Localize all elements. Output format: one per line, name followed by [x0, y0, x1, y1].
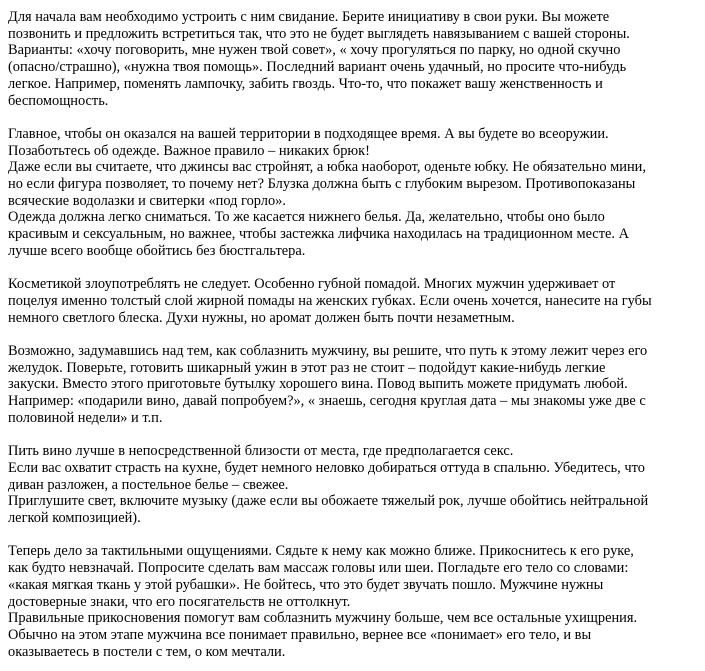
text-line: поцелуя именно толстый слой жирной помады на женских губках. Если очень хочется, нанесите на губы [8, 292, 652, 309]
text-line: немного светлого блеска. Духи нужны, но аромат должен быть почти незаметным. [8, 309, 515, 326]
text-line: Даже если вы считаете, что джинсы вас стройнят, а юбка наоборот, оденьте юбку. Не обязательно мини, [8, 159, 646, 176]
paragraph-5 [8, 443, 705, 527]
text-line: достоверные знаки, что его посягательств не оттолкнут. [8, 593, 351, 610]
text-line: закуски. Вместо этого приготовьте бутылку хорошего вина. Повод выпить можете придумать любой. [8, 376, 628, 393]
text-line: (опасно/страшно), «нужна твоя помощь». Последний вариант очень удачный, но просите что-нибудь [8, 59, 627, 76]
text-line: оказываетесь в постели с тем, о ком мечтали. [8, 643, 286, 660]
text-line: Одежда должна легко сниматься. То же касается нижнего белья. Да, желательно, чтобы оно было [8, 209, 605, 226]
paragraph-2 [8, 126, 705, 260]
text-line: Правильные прикосновения помогут вам соблазнить мужчину больше, чем все остальные ухищрения. [8, 610, 638, 627]
text-line: Косметикой злоупотреблять не следует. Особенно губной помадой. Многих мужчин удерживает от [8, 276, 616, 293]
text-line: Например: «подарили вино, давай попробуем?», « знаешь, сегодня круглая дата – мы знакомы уже две с [8, 393, 646, 410]
text-line: Если вас охватит страсть на кухне, будет немного неловко добираться оттуда в спальню. Убедитесь, что [8, 459, 645, 476]
text-line: всяческие водолазки и свитерки «под горло». [8, 192, 286, 209]
text-line: желудок. Поверьте, готовить шикарный ужин в этот раз не стоит – подойдут какие-нибудь легкие [8, 359, 606, 376]
paragraph-1 [8, 9, 705, 109]
text-line: легкое. Например, поменять лампочку, забить гвоздь. Что-то, что покажет вашу женственность и [8, 75, 603, 92]
text-line: Приглушите свет, включите музыку (даже если вы обожаете тяжелый рок, лучше обойтись нейтральной [8, 493, 649, 510]
paragraph-4 [8, 343, 705, 427]
text-line: Для начала вам необходимо устроить с ним свидание. Берите инициативу в свои руки. Вы можете [8, 9, 610, 25]
text-line: Возможно, задумавшись над тем, как соблазнить мужчину, вы решите, что путь к этому лежит через его [8, 343, 648, 360]
text-line: Пить вино лучше в непосредственной близости от места, где предполагается секс. [8, 443, 514, 460]
text-line: Позаботьтесь об одежде. Важное правило – никаких брюк! [8, 142, 370, 159]
text-line: красивым и сексуальным, но важнее, чтобы застежка лифчика находилась на традиционном месте. А [8, 226, 629, 243]
text-line: беспомощность. [8, 92, 109, 109]
text-line: позвонить и предложить встретиться так, что это не будет выглядеть навязыванием с вашей стороны. [8, 25, 630, 42]
text-line: Варианты: «хочу поговорить, мне нужен твой совет», « хочу прогуляться по парку, но одной скучно [8, 42, 621, 59]
text-line: лучше всего вообще обойтись без бюстгальтера. [8, 242, 306, 259]
text-line: как будто невзначай. Попросите сделать вам массаж головы или шеи. Погладьте его тело со словами: [8, 560, 629, 577]
text-line: Главное, чтобы он оказался на вашей территории в подходящее время. А вы будете во всеоружии. [8, 125, 609, 142]
text-line: Теперь дело за тактильными ощущениями. Сядьте к нему как можно ближе. Прикоснитесь к его руке, [8, 543, 634, 560]
text-line: диван разложен, а постельное белье – свежее. [8, 476, 289, 493]
text-line: «какая мягкая ткань у этой рубашки». Не бойтесь, что это будет звучать пошло. Мужчине нужны [8, 576, 604, 593]
paragraph-6 [8, 543, 705, 660]
text-line: но если фигура позволяет, то почему нет? Блузка должна быть с глубоким вырезом. Противопоказаны [8, 176, 636, 193]
paragraph-3 [8, 276, 705, 326]
text-line: легкой композицией). [8, 510, 141, 527]
text-line: половиной недели» и т.п. [8, 409, 163, 426]
text-line: Обычно на этом этапе мужчина все понимает правильно, вернее все «понимает» его тело, и вы [8, 626, 592, 643]
